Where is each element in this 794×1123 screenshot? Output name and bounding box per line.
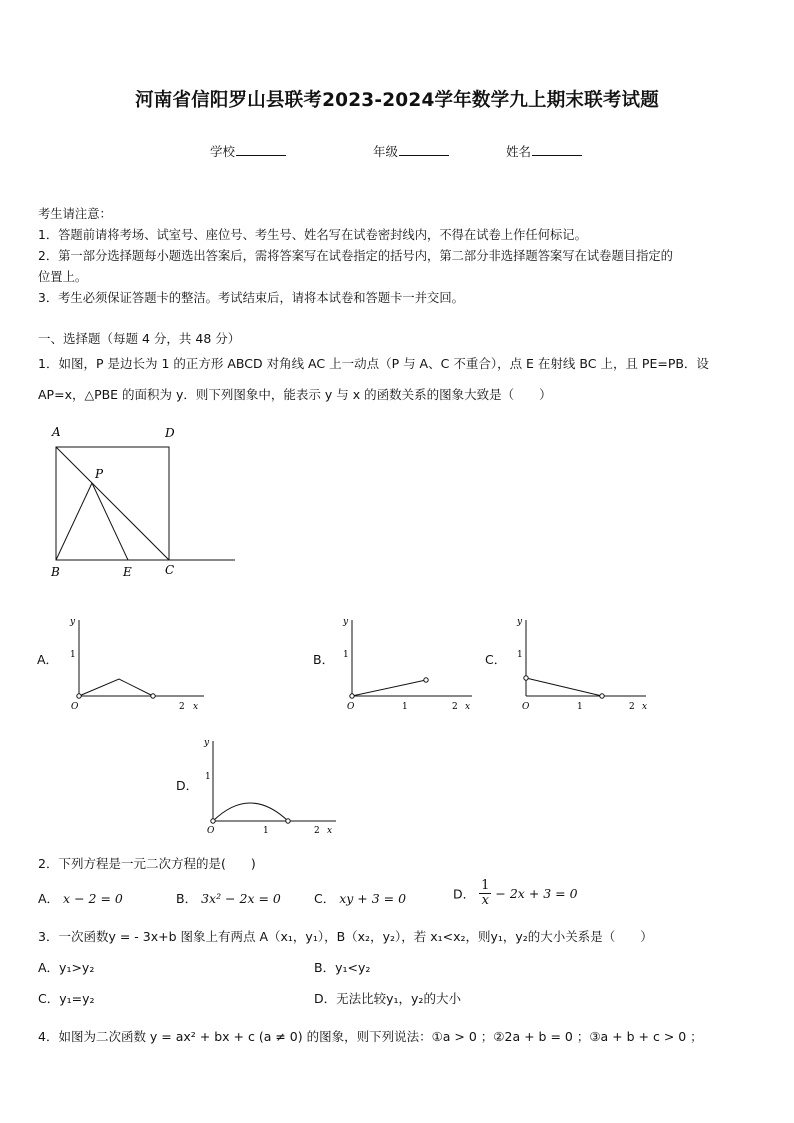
- svg-text:2: 2: [314, 826, 320, 835]
- name-field[interactable]: [506, 142, 582, 160]
- svg-text:1: 1: [577, 702, 583, 712]
- svg-text:x: x: [193, 702, 199, 712]
- question-1-line1: 1．如图，P 是边长为 1 的正方形 ABCD 对角线 AC 上一动点（P 与 A、C 不重合），点 E 在射线 BC 上，且 PE=PB．设: [38, 356, 709, 371]
- q2-option-D[interactable]: D． $\frac{1}{x}$ − 2x + 3 = 0: [453, 878, 578, 908]
- svg-text:1: 1: [263, 826, 269, 835]
- q2-option-C[interactable]: C． xy + 3 = 0: [314, 891, 407, 906]
- q3-option-C[interactable]: C．y₁=y₂: [38, 991, 95, 1006]
- svg-text:1: 1: [205, 772, 211, 782]
- q2-option-B[interactable]: B． 3x² − 2x = 0: [176, 891, 281, 906]
- svg-text:2: 2: [629, 702, 635, 712]
- question-2-stem: 2．下列方程是一元二次方程的是( ): [38, 856, 256, 871]
- option-B-graph[interactable]: [335, 612, 485, 712]
- school-field[interactable]: [210, 142, 286, 160]
- option-D-graph[interactable]: [196, 733, 346, 835]
- option-A-label[interactable]: A．: [37, 652, 59, 667]
- label-D: D: [165, 426, 175, 440]
- question-4-stem: 4．如图为二次函数 y = ax² + bx + c (a ≠ 0) 的图象，则下列说法：①a > 0 ；②2a + b = 0 ；③a + b + c > 0 ；: [38, 1029, 703, 1044]
- option-C-graph[interactable]: [507, 612, 657, 712]
- notice-item: 3．考生必须保证答题卡的整洁。考试结束后，请将本试卷和答题卡一并交回。: [38, 291, 464, 305]
- label-E: E: [123, 565, 132, 579]
- page-title: 河南省信阳罗山县联考2023-2024学年数学九上期末联考试题: [135, 90, 659, 111]
- option-D-label[interactable]: D．: [176, 778, 199, 793]
- grade-label: 年级: [373, 144, 399, 159]
- grade-field[interactable]: [373, 142, 449, 160]
- notice-item: 1．答题前请将考场、试室号、座位号、考生号、姓名写在试卷密封线内，不得在试卷上作任何标记。: [38, 228, 587, 242]
- question-1-line2: AP=x，△PBE 的面积为 y．则下列图象中，能表示 y 与 x 的函数关系的图象大致是（ ）: [38, 387, 552, 402]
- school-label: 学校: [210, 144, 236, 159]
- svg-text:x: x: [642, 702, 648, 712]
- label-C: C: [165, 563, 175, 577]
- option-C-label[interactable]: C．: [485, 652, 507, 667]
- svg-text:y: y: [343, 617, 349, 627]
- svg-text:1: 1: [517, 650, 523, 660]
- label-A: A: [52, 425, 61, 439]
- notice-heading: 考生请注意：: [38, 207, 112, 221]
- label-B: B: [51, 565, 60, 579]
- svg-text:1: 1: [70, 650, 76, 660]
- svg-text:y: y: [70, 617, 76, 627]
- notice-item: 2．第一部分选择题每小题选出答案后，需将答案写在试卷指定的括号内，第二部分非选择题答案写在试卷题目指定的: [38, 249, 673, 263]
- q3-option-B[interactable]: B．y₁<y₂: [314, 960, 371, 975]
- label-P: P: [95, 467, 104, 481]
- svg-text:O: O: [207, 826, 215, 835]
- option-A-graph[interactable]: [62, 612, 212, 712]
- svg-text:x: x: [327, 826, 333, 835]
- svg-text:y: y: [517, 617, 523, 627]
- name-label: 姓名: [506, 144, 532, 159]
- square-figure: [40, 420, 250, 585]
- svg-text:2: 2: [179, 702, 185, 712]
- svg-text:O: O: [522, 702, 530, 712]
- svg-text:x: x: [465, 702, 471, 712]
- svg-text:2: 2: [452, 702, 458, 712]
- notice-item: 位置上。: [38, 270, 88, 284]
- svg-text:1: 1: [343, 650, 349, 660]
- q2-option-A[interactable]: A． x − 2 = 0: [38, 891, 123, 906]
- svg-text:1: 1: [402, 702, 408, 712]
- svg-text:O: O: [347, 702, 355, 712]
- q3-option-A[interactable]: A．y₁>y₂: [38, 960, 95, 975]
- option-B-label[interactable]: B．: [313, 652, 335, 667]
- section-heading: 一、选择题（每题 4 分，共 48 分）: [38, 331, 241, 346]
- question-3-stem: 3．一次函数y = - 3x+b 图象上有两点 A（x₁，y₁），B（x₂，y₂），若 x₁<x₂，则y₁，y₂的大小关系是（ ）: [38, 929, 653, 944]
- q3-option-D[interactable]: D．无法比较y₁，y₂的大小: [314, 991, 461, 1006]
- svg-text:y: y: [204, 738, 210, 748]
- svg-text:O: O: [71, 702, 79, 712]
